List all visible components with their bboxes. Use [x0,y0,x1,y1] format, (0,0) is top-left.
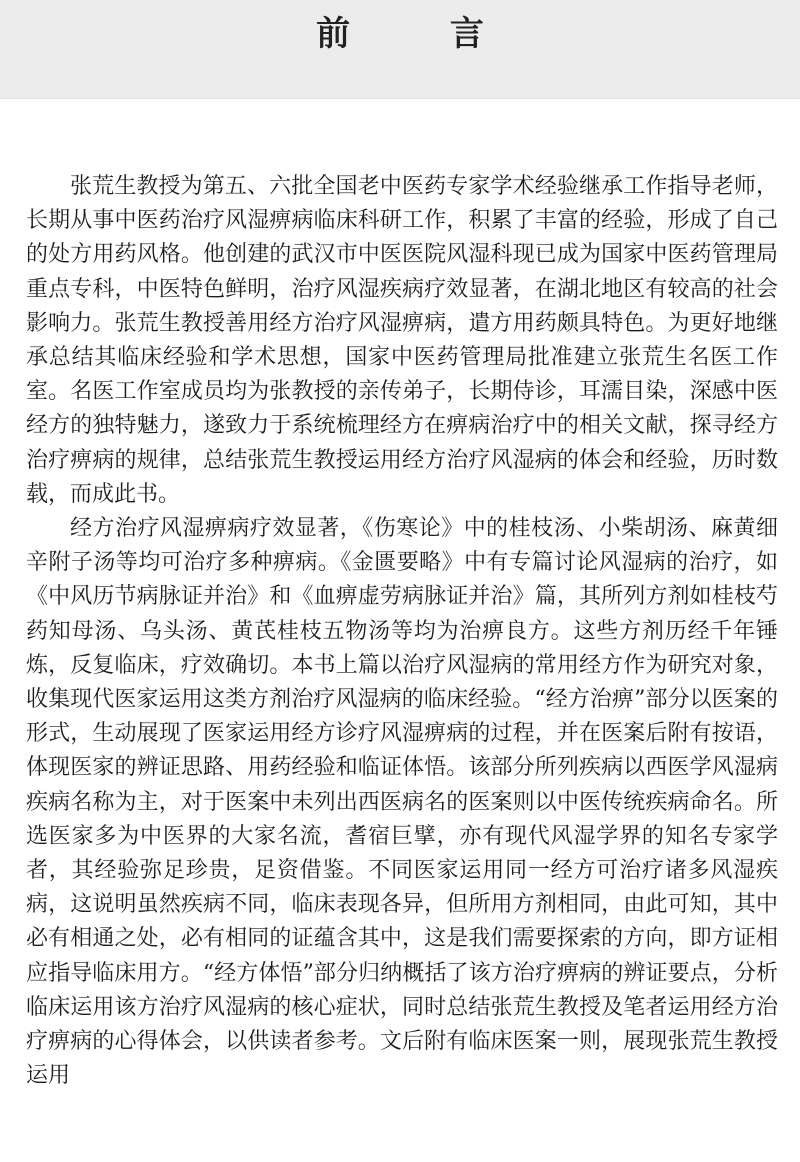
paragraph-2: 经方治疗风湿痹病疗效显著，《伤寒论》中的桂枝汤、小柴胡汤、麻黄细辛附子汤等均可治疗多种痹病。《金匮要略》中有专篇讨论风湿病的治疗，如《中风历节病脉证并治》和《血痹虚劳病脉证并治》篇，其所列方剂如桂枝芍药知母汤、乌头汤、黄芪桂枝五物汤等均为治痹良方。这些方剂历经千年锤炼，反复临床，疗效确切。本书上篇以治疗风湿病的常用经方作为研究对象，收集现代医家运用这类方剂治疗风湿病的临床经验。“经方治痹”部分以医案的形式，生动展现了医家运用经方诊疗风湿痹病的过程，并在医案后附有按语，体现医家的辨证思路、用药经验和临证体悟。该部分所列疾病以西医学风湿病疾病名称为主，对于医案中未列出西医病名的医案则以中医传统疾病命名。所选医家多为中医界的大家名流，耆宿巨擘，亦有现代风湿学界的知名专家学者，其经验弥足珍贵，足资借鉴。不同医家运用同一经方可治疗诸多风湿疾病，这说明虽然疾病不同，临床表现各异，但所用方剂相同，由此可知，其中必有相通之处，必有相同的证蕴含其中，这是我们需要探索的方向，即方证相应指导临床用方。“经方体悟”部分归纳概括了该方治疗痹病的辨证要点，分析临床运用该方治疗风湿病的核心症状，同时总结张荒生教授及笔者运用经方治疗痹病的心得体会，以供读者参考。文后附有临床医案一则，展现张荒生教授运用 [26,516,778,1089]
header-band [0,0,800,99]
paragraph-1: 张荒生教授为第五、六批全国老中医药专家学术经验继承工作指导老师，长期从事中医药治疗风湿痹病临床科研工作，积累了丰富的经验，形成了自己的处方用药风格。他创建的武汉市中医医院风湿科现已成为国家中医药管理局重点专科，中医特色鲜明，治疗风湿疾病疗效显著，在湖北地区有较高的社会影响力。张荒生教授善用经方治疗风湿痹病，遣方用药颇具特色。为更好地继承总结其临床经验和学术思想，国家中医药管理局批准建立张荒生名医工作室。名医工作室成员均为张教授的亲传弟子，长期侍诊，耳濡目染，深感中医经方的独特魅力，遂致力于系统梳理经方在痹病治疗中的相关文献，探寻经方治疗痹病的规律，总结张荒生教授运用经方治疗风湿病的体会和经验，历时数载，而成此书。 [26,174,778,507]
body-text [26,170,778,1093]
page-title: 前 言 [316,14,528,54]
